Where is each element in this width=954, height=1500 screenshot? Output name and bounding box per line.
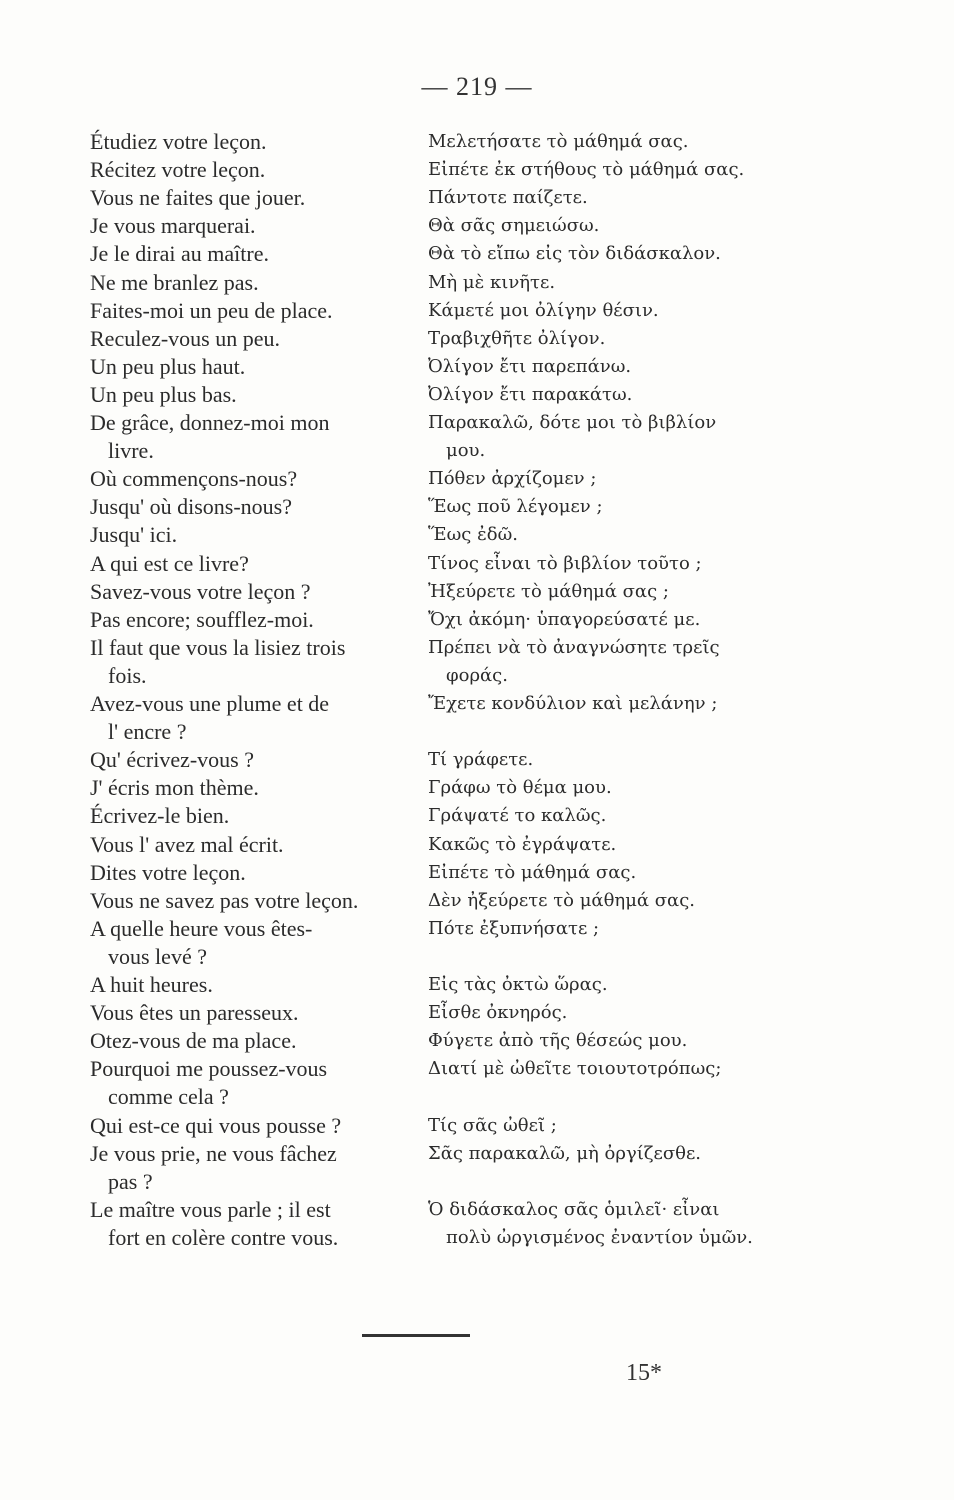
french-phrase: [90, 269, 420, 297]
greek-phrase: [428, 690, 773, 718]
greek-line: Ὁ διδάσκαλος σᾶς ὁμιλεῖ· εἶναι: [428, 1198, 720, 1220]
french-line: A qui est ce livre?: [90, 550, 249, 576]
french-phrase: [90, 325, 420, 353]
french-line: fois.: [108, 662, 147, 688]
greek-line: Σᾶς παρακαλῶ, μὴ ὀργίζεσθε.: [428, 1142, 702, 1164]
french-line: Écrivez-le bien.: [90, 803, 230, 829]
french-line: Récitez votre leçon.: [90, 157, 266, 183]
signature-mark: 15*: [626, 1360, 662, 1386]
french-line: Savez-vous votre leçon ?: [90, 578, 311, 604]
greek-phrase: [428, 887, 773, 915]
greek-phrase: [428, 269, 773, 297]
greek-phrase: [428, 1055, 773, 1083]
french-line: Qui est-ce qui vous pousse ?: [90, 1112, 342, 1138]
greek-line: Φύγετε ἀπὸ τῆς θέσεώς μου.: [428, 1030, 688, 1052]
greek-phrase: [428, 999, 773, 1027]
french-phrase: [90, 915, 420, 971]
french-line: Vous êtes un paresseux.: [90, 1000, 299, 1026]
footer-rule: [362, 1334, 470, 1337]
greek-phrase: [428, 746, 773, 774]
french-phrase: [90, 1055, 420, 1111]
greek-line: Γράφω τὸ θέμα μου.: [428, 777, 612, 799]
french-phrase: [90, 465, 420, 493]
greek-line: Ἕως ἐδῶ.: [428, 524, 518, 546]
french-phrase: [90, 831, 420, 859]
french-phrase: [90, 1027, 420, 1055]
french-line: Un peu plus haut.: [90, 353, 246, 379]
french-line: l' encre ?: [108, 719, 187, 744]
french-line: pas ?: [108, 1168, 153, 1194]
french-line: Vous l' avez mal écrit.: [90, 831, 284, 857]
french-line: Le maître vous parle ; il est: [90, 1196, 331, 1222]
french-line: Jusqu' ici.: [90, 522, 178, 548]
greek-phrase: [428, 297, 773, 325]
greek-phrase: [428, 774, 773, 802]
greek-line: Πότε ἐξυπνήσατε ;: [428, 917, 600, 939]
french-phrase: [90, 971, 420, 999]
greek-line: Κακῶς τὸ ἐγράψατε.: [428, 833, 617, 855]
greek-line: Διατί μὲ ὠθεῖτε τοιουτοτρόπως;: [428, 1058, 722, 1080]
greek-line: Παρακαλῶ, δότε μοι τὸ βιβλίον: [428, 412, 717, 433]
french-line: fort en colère contre vous.: [108, 1224, 339, 1250]
french-phrase: [90, 746, 420, 774]
french-line: Je vous marquerai.: [90, 213, 256, 239]
greek-phrase: [428, 521, 773, 549]
french-line: Jusqu' où disons-nous?: [90, 494, 292, 520]
french-line: Vous ne faites que jouer.: [90, 185, 306, 211]
greek-line: Πάντοτε παίζετε.: [428, 187, 588, 209]
french-line: Étudiez votre leçon.: [90, 129, 267, 154]
french-phrase: [90, 887, 420, 915]
greek-phrase: [428, 240, 773, 268]
greek-phrase: [428, 831, 773, 859]
french-phrase: [90, 606, 420, 634]
french-line: Un peu plus bas.: [90, 381, 237, 407]
greek-phrase: [428, 578, 773, 606]
french-line: Pas encore; soufflez-moi.: [90, 606, 314, 632]
french-phrase: [90, 774, 420, 802]
greek-phrase: [428, 409, 773, 465]
greek-phrase: [428, 493, 773, 521]
french-phrase: [90, 999, 420, 1027]
greek-line: Θὰ σᾶς σημειώσω.: [428, 215, 600, 237]
greek-phrase: [428, 325, 773, 353]
french-line: J' écris mon thème.: [90, 775, 259, 801]
greek-line: Ὀλίγον ἔτι παρεπάνω.: [428, 355, 632, 377]
greek-line: Ἠξεύρετε τὸ μάθημά σας ;: [428, 580, 669, 602]
greek-phrase: [428, 634, 773, 690]
french-phrase: [90, 634, 420, 690]
greek-phrase: [428, 802, 773, 830]
french-line: Faites-moi un peu de place.: [90, 297, 333, 323]
french-phrase: [90, 297, 420, 325]
greek-phrase: [428, 1027, 773, 1055]
greek-line: Δὲν ἠξεύρετε τὸ μάθημά σας.: [428, 889, 696, 911]
french-line: Vous ne savez pas votre leçon.: [90, 887, 359, 913]
greek-phrase: [428, 184, 773, 212]
greek-line: Ὄχι ἀκόμη· ὑπαγορεύσατέ με.: [428, 608, 701, 630]
greek-line: Εἶσθε ὀκνηρός.: [428, 1002, 568, 1024]
french-phrase: [90, 1196, 420, 1252]
greek-phrase: [428, 128, 773, 156]
greek-phrase: [428, 550, 773, 578]
greek-phrase: [428, 606, 773, 634]
greek-phrase: [428, 915, 773, 943]
greek-phrase: [428, 353, 773, 381]
greek-line: φοράς.: [446, 664, 508, 686]
greek-phrase: [428, 859, 773, 887]
french-line: Qu' écrivez-vous ?: [90, 747, 255, 773]
greek-line: Ἕως ποῦ λέγομεν ;: [428, 496, 603, 518]
greek-phrase: [428, 156, 773, 184]
greek-line: Πρέπει νὰ τὸ ἀναγνώσητε τρεῖς: [428, 636, 720, 658]
french-phrase: [90, 802, 420, 830]
french-line: Il faut que vous la lisiez trois: [90, 634, 346, 660]
french-line: comme cela ?: [108, 1084, 229, 1110]
greek-line: Μὴ μὲ κινῆτε.: [428, 271, 556, 293]
french-line: Reculez-vous un peu.: [90, 325, 280, 351]
french-line: Pourquoi me poussez-vous: [90, 1056, 328, 1082]
greek-line: Πόθεν ἀρχίζομεν ;: [428, 468, 597, 490]
french-line: Ne me branlez pas.: [90, 269, 259, 295]
greek-line: Ἔχετε κονδύλιον καὶ μελάνην ;: [428, 693, 718, 714]
french-line: Où commençons-nous?: [90, 466, 298, 492]
french-line: A huit heures.: [90, 972, 213, 997]
french-phrase: [90, 184, 420, 212]
french-line: Dites votre leçon.: [90, 859, 246, 885]
french-phrase: [90, 240, 420, 268]
french-phrase: [90, 521, 420, 549]
french-line: vous levé ?: [108, 943, 207, 969]
french-line: Otez-vous de ma place.: [90, 1028, 297, 1054]
french-line: Je vous prie, ne vous fâchez: [90, 1140, 337, 1166]
french-phrase: [90, 156, 420, 184]
french-line: A quelle heure vous êtes-: [90, 915, 313, 941]
greek-phrase: [428, 1196, 773, 1252]
french-phrase: [90, 381, 420, 409]
greek-phrase: [428, 1140, 773, 1168]
greek-line: Κάμετέ μοι ὀλίγην θέσιν.: [428, 299, 659, 321]
french-phrase: [90, 578, 420, 606]
french-line: Je le dirai au maître.: [90, 241, 269, 267]
french-line: Avez-vous une plume et de: [90, 691, 330, 716]
greek-line: Γράψατέ το καλῶς.: [428, 805, 607, 827]
french-phrase: [90, 550, 420, 578]
greek-line: Τίνος εἶναι τὸ βιβλίον τοῦτο ;: [428, 552, 702, 574]
greek-phrase: [428, 212, 773, 240]
greek-line: Ὀλίγον ἔτι παρακάτω.: [428, 383, 633, 405]
greek-phrase: [428, 971, 773, 999]
french-phrase: [90, 128, 420, 156]
greek-phrase: [428, 1112, 773, 1140]
french-phrase: [90, 212, 420, 240]
french-phrase: [90, 353, 420, 381]
greek-line: Εἰπέτε ἐκ στήθους τὸ μάθημά σας.: [428, 159, 745, 181]
french-phrase: [90, 1112, 420, 1140]
french-phrase: [90, 493, 420, 521]
page-number: — 219 —: [421, 72, 533, 101]
greek-line: πολὺ ὠργισμένος ἐναντίον ὑμῶν.: [446, 1226, 753, 1248]
french-phrase: [90, 690, 420, 746]
greek-line: Τραβιχθῆτε ὀλίγον.: [428, 327, 606, 349]
greek-line: Μελετήσατε τὸ μάθημά σας.: [428, 131, 689, 152]
greek-line: Θὰ τὸ εἴπω εἰς τὸν διδάσκαλον.: [428, 243, 721, 265]
greek-line: μου.: [446, 440, 486, 461]
french-phrase: [90, 859, 420, 887]
greek-phrase: [428, 381, 773, 409]
french-phrase: [90, 1140, 420, 1196]
french-line: De grâce, donnez-moi mon: [90, 410, 330, 435]
greek-phrase: [428, 465, 773, 493]
french-phrase: [90, 409, 420, 465]
greek-line: Εἰς τὰς ὀκτὼ ὥρας.: [428, 974, 608, 995]
greek-line: Τί γράφετε.: [428, 749, 534, 771]
french-line: livre.: [108, 438, 154, 463]
greek-line: Τίς σᾶς ὠθεῖ ;: [428, 1114, 557, 1136]
greek-line: Εἰπέτε τὸ μάθημά σας.: [428, 861, 637, 883]
